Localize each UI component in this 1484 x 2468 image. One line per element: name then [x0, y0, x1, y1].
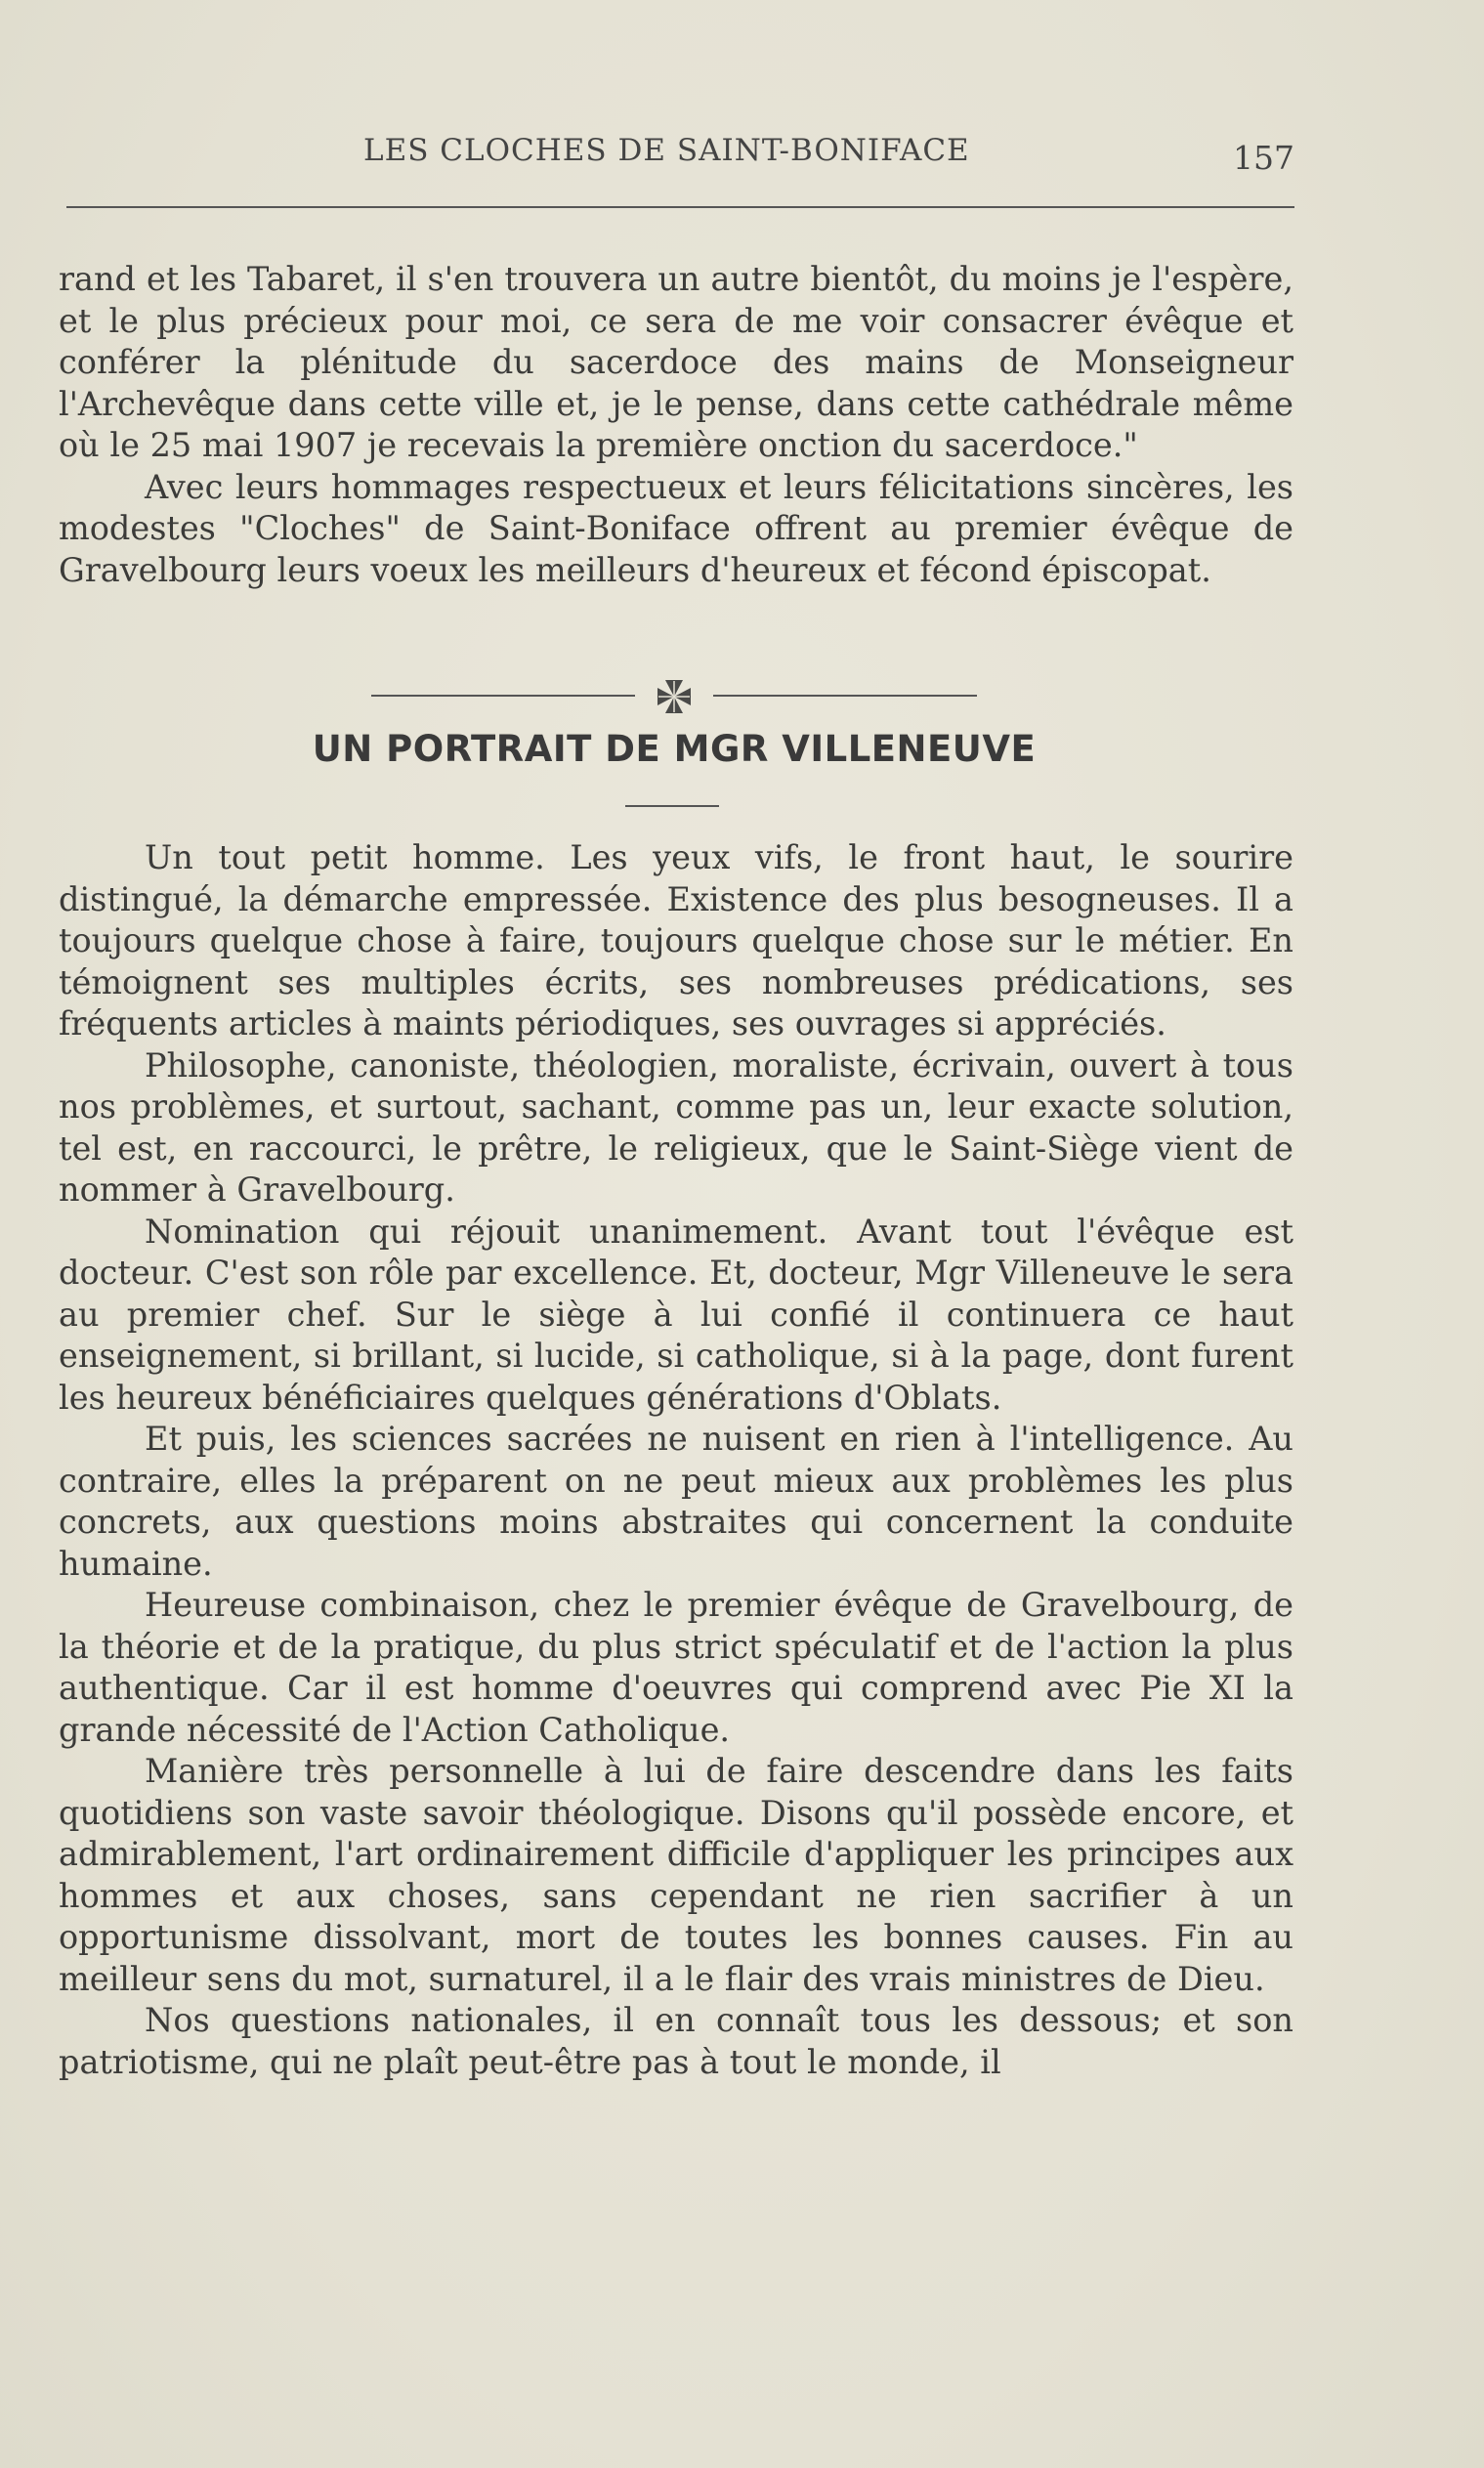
intro-paragraph-2: Avec leurs hommages respectueux et leurs félicitations sincères, les modestes "Cloches" de Saint-Boniface offrent au premier évêque de Gravelbourg leurs voeux les meilleurs d'heureux et fécond épiscopat. [59, 467, 1293, 589]
page-number: 157 [1233, 139, 1294, 177]
article-paragraph: Philosophe, canoniste, théologien, moraliste, écrivain, ouvert à tous nos problèmes, et surtout, sachant, comme pas un, leur exacte solution, tel est, en raccourci, le prêtre, le religieux, que le Saint-Siège vient de nommer à Gravelbourg. [59, 1045, 1293, 1209]
article-paragraph: Nos questions nationales, il en connaît tous les dessous; et son patriotisme, qui ne plaît peut-être pas à tout le monde, il [59, 2001, 1293, 2081]
article-title: UN PORTRAIT DE MGR VILLENEUVE [312, 728, 1037, 770]
article-paragraph: Nomination qui réjouit unanimement. Avant tout l'évêque est docteur. C'est son rôle par excellence. Et, docteur, Mgr Villeneuve le sera au premier chef. Sur le siège à lui confié il continuera ce haut enseignement, si brillant, si lucide, si catholique, si à la page, dont furent les heureux bénéficiaires quelques générations d'Oblats. [59, 1212, 1293, 1417]
ornament-rule-right [713, 695, 977, 697]
article-paragraph: Un tout petit homme. Les yeux vifs, le front haut, le sourire distingué, la démarche empressée. Existence des plus besogneuses. Il a toujours quelque chose à faire, toujours quelque chose sur le métier. En témoignent ses multiples écrits, ses nombreuses prédications, ses fréquents articles à maints périodiques, ses ouvrages si appréciés. [59, 838, 1293, 1043]
maltese-cross-icon [655, 677, 694, 716]
title-rule [625, 805, 719, 807]
intro-paragraph-1: rand et les Tabaret, il s'en trouvera un autre bientôt, du moins je l'espère, et le plus précieux pour moi, ce sera de me voir consacrer évêque et conférer la plénitude du sacerdoce des mains de Monseigneur l'Archevêque dans cette ville et, je le pense, dans cette cathédrale même où le 25 mai 1907 je recevais la première onction du sacerdoce." [59, 260, 1293, 464]
intro-text [59, 259, 1293, 591]
article-paragraph: Manière très personnelle à lui de faire descendre dans les faits quotidiens son vaste savoir théologique. Disons qu'il possède encore, et admirablement, l'art ordinairement difficile d'appliquer les principes aux hommes et aux choses, sans cependant ne rien sacrifier à un opportunisme dissolvant, mort de toutes les bonnes causes. Fin au meilleur sens du mot, surnaturel, il a le flair des vrais ministres de Dieu. [59, 1752, 1293, 1998]
section-ornament [371, 677, 977, 716]
article-text [59, 837, 1293, 2083]
article-paragraph: Et puis, les sciences sacrées ne nuisent en rien à l'intelligence. Au contraire, elles la préparent on ne peut mieux aux problèmes les plus concrets, aux questions moins abstraites qui concernent la conduite humaine. [59, 1420, 1293, 1583]
ornament-rule-left [371, 695, 635, 697]
running-title: LES CLOCHES DE SAINT-BONIFACE [363, 133, 970, 168]
article-paragraph: Heureuse combinaison, chez le premier évêque de Gravelbourg, de la théorie et de la pratique, du plus strict spéculatif et de l'action la plus authentique. Car il est homme d'oeuvres qui comprend avec Pie XI la grande nécessité de l'Action Catholique. [59, 1586, 1293, 1749]
header-rule [66, 206, 1294, 208]
